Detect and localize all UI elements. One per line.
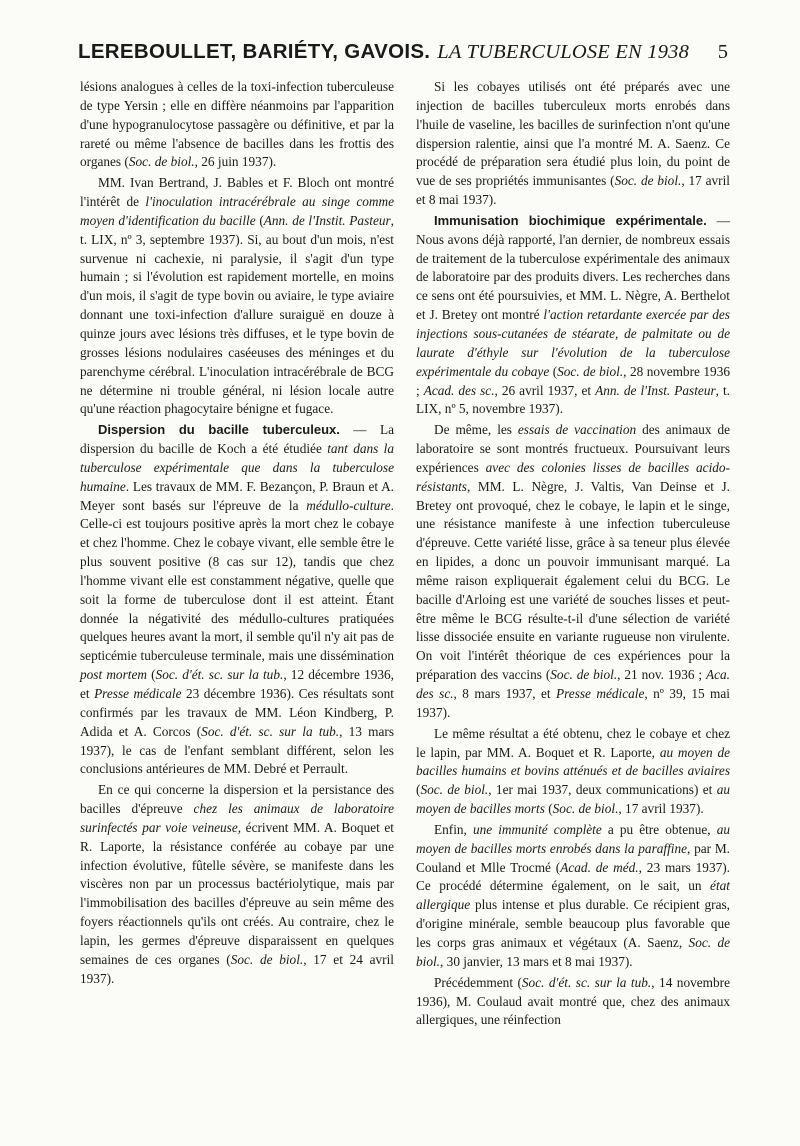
italic-text: Soc. de biol. <box>416 934 730 969</box>
body-text: MM. Ivan Bertrand, J. Bables et F. Bloch ont montré l'intérêt de <box>80 175 394 210</box>
body-text: ( <box>255 212 264 228</box>
italic-text: médullo-culture <box>306 497 391 513</box>
body-text: , 1er mai 1937, deux communications) et <box>488 782 717 798</box>
italic-text: Ann. de l'Instit. Pasteur <box>263 212 391 228</box>
page-number: 5 <box>717 41 728 63</box>
body-text: , 26 avril 1937, et <box>494 382 596 398</box>
running-header <box>78 40 728 64</box>
paragraph <box>416 212 730 419</box>
italic-text: Soc. d'ét. sc. sur la tub. <box>201 723 340 739</box>
body-text: , 17 avril et 8 mai 1937). <box>416 173 731 208</box>
body-text: , 12 décembre 1936, et <box>80 667 394 701</box>
italic-text: avec des colonies lisses de bacilles acido-résistants <box>416 459 731 494</box>
right-column <box>416 78 730 1030</box>
body-text: , t. LIX, nº 3, septembre 1937). Si, au bout d'un mois, n'est survenue ni cachexie, ni paralysie, il s'agit d'un type humain ; si l'évolution est rapidement mortelle, en moins d'un mois, il s'agit de type bovin ou aviaire, le type aviaire donnant une toxi-infection d'allure suraiguë en douze à quinze jours avec lésions très diffuses, et le type bovin de grosses lésions nodulaires caséeuses des méninges et du parenchyme cérébral. L'inoculation intracérébrale de BCG ne détermine ni trouble général, ni lésion locale autre qu'une réaction phagocytaire bénigne et fugace. <box>80 212 394 417</box>
italic-text: Aca. des sc. <box>416 667 730 701</box>
body-text: ( <box>146 667 156 683</box>
paragraph <box>416 821 730 972</box>
paragraph <box>80 78 394 172</box>
body-text: En ce qui concerne la dispersion et la persistance des bacilles d'épreuve <box>80 782 394 817</box>
body-text: a pu être obtenue, <box>601 821 717 837</box>
body-text: 23 décembre 1936). Ces résultats sont confirmés par les travaux de MM. Léon Kindberg, P. Adida et A. Corcos ( <box>80 686 395 739</box>
left-column <box>80 78 394 989</box>
body-text: . Les travaux de MM. F. Bezançon, P. Braun et A. Meyer sont basés sur l'épreuve de la <box>80 478 394 513</box>
paragraph <box>80 421 394 779</box>
paragraph <box>416 725 730 819</box>
body-text: , 21 nov. 1936 ; <box>617 667 706 683</box>
italic-text: Ann. de l'Inst. Pasteur <box>595 382 716 398</box>
body-text: Le même résultat a été obtenu, chez le cobaye et chez le lapin, par MM. A. Boquet et R. Laporte, <box>416 725 730 760</box>
italic-text: Soc. de biol. <box>552 801 619 817</box>
paragraph <box>80 174 394 419</box>
italic-text: Soc. de biol. <box>614 173 682 189</box>
italic-text: Presse médicale <box>94 686 182 701</box>
body-text: , 17 et 24 avril 1937). <box>80 951 394 986</box>
body-text: , 17 avril 1937). <box>618 801 704 817</box>
italic-text: Soc. de biol. <box>420 782 489 798</box>
italic-text: l'action retardante exercée par des injections sous-cutanées de stéarate, de palmitate ou de laurate d'éthyle sur l'évolution de la tuberculose expérimentale du cobaye <box>416 307 730 379</box>
italic-text: Soc. d'ét. sc. sur la tub. <box>521 974 652 990</box>
paragraph <box>416 78 730 210</box>
body-text: . Celle-ci est toujours positive après la mort chez le cobaye et chez l'homme. Chez le cobaye vivant, elle semble être le plus souvent positive (8 cas sur 12), tandis que chez l'homme vivant elle est constamment négative, quelle que soit la forme de tuberculose dont il est atteint. Étant donnée la négativité des médullo-cultures pratiquées quelques heures avant la mort, il semble qu'il n'y ait pas de septicémie tuberculeuse terminale, mais une dissémination <box>80 497 394 664</box>
body-text: , nº 39, 15 mai 1937). <box>416 686 730 720</box>
italic-text: essais de vaccination <box>517 422 637 438</box>
body-text: , écrivent MM. A. Boquet et R. Laporte, la résistance conférée au cobaye par une infection évolutive, fûtelle sévère, se manifeste dans les viscères non par un processus bactériolytique, mais par l'immobilisation des bacilles d'épreuve au sein même des foyers réactionnels qu'ils ont créés. Au contraire, chez le lapin, les germes d'épreuve disparaissent en quelques semaines de ces organes ( <box>80 819 394 967</box>
italic-text: l'inoculation intracérébrale au singe comme moyen d'identification du bacille <box>80 194 394 228</box>
italic-text: Soc. de biol. <box>550 667 618 683</box>
body-text: ( <box>544 801 553 817</box>
italic-text: état allergique <box>416 878 730 913</box>
header-title: LA TUBERCULOSE EN 1938 <box>437 41 690 63</box>
section-heading: Dispersion du bacille tuberculeux. <box>98 422 340 438</box>
italic-text: Acad. des sc. <box>423 382 495 398</box>
italic-text: post mortem <box>80 667 147 683</box>
italic-text: au moyen de bacilles morts <box>416 782 730 817</box>
body-text: De même, les <box>434 422 518 438</box>
body-text: , 13 mars 1937), le cas de l'enfant semblant différent, selon les conclusions antérieures de MM. Debré et Perrault. <box>80 723 394 777</box>
italic-text: Presse médicale <box>555 686 645 701</box>
body-text: lésions analogues à celles de la toxi-infection tuberculeuse de type Yersin ; elle en diffère néanmoins par l'apparition d'une hypogranulocytose passagère ou définitive, et par la rareté ou même l'absence de bacilles dans les frottis des organes ( <box>80 79 394 170</box>
body-text: , 28 novembre 1936 ; <box>416 363 730 398</box>
body-text: Enfin, <box>434 821 473 837</box>
italic-text: Soc. de biol. <box>557 363 624 379</box>
body-text: des animaux de laboratoire se sont montrés fructueux. Poursuivant leurs expériences <box>416 422 731 475</box>
paragraph <box>80 781 394 988</box>
body-text: , par M. Couland et Mlle Trocmé ( <box>416 840 730 875</box>
body-text: Si les cobayes utilisés ont été préparés avec une injection de bacilles tuberculeux morts enrobés dans l'huile de vaseline, les bacilles de surinfection n'ont qu'une dispersion ralentie, ainsi que l'a montré M. A. Saenz. Ce procédé de préparation sera étudié plus loin, du point de vue de ses propriétés immunisantes ( <box>416 79 730 189</box>
italic-text: tant dans la tuberculose expérimentale que dans la tuberculose humaine <box>80 441 394 494</box>
body-text: , MM. L. Nègre, J. Valtis, Van Deinse et J. Bretey ont provoqué, chez le cobaye, le lapin et le singe, une résistance manifeste à une infection tuberculeuse d'épreuve. Cette variété lisse, grâce à sa teneur plus élevée en lipides, a donc un pouvoir immunisant marqué. La même raison expliquerait également celui du BCG. Le bacille d'Arloing est une variété de souches lisses et peut-être même le BCG résulte-t-il d'une sélection de variété lisse dissociée ensuite en variante rugueuse non virulente. On voit l'intérêt théorique de ces expériences pour la préparation des vaccins ( <box>416 478 730 683</box>
italic-text: au moyen de bacilles humains et bovins atténués et de bacilles aviaires <box>416 744 731 779</box>
paragraph <box>416 421 730 723</box>
body-text: — Nous avons déjà rapporté, l'an dernier, de nombreux essais de traitement de la tuberculose expérimentale des animaux de laboratoire par des produits divers. Les recherches dans ce sens ont été poursuivies, et MM. L. Nègre, A. Berthelot et J. Bretey ont montré <box>416 212 731 323</box>
body-text: , t. LIX, nº 5, novembre 1937). <box>416 382 730 417</box>
body-text: Précédemment ( <box>434 974 522 990</box>
body-text: — La dispersion du bacille de Koch a été étudiée <box>80 422 394 457</box>
body-text: ( <box>416 782 421 798</box>
italic-text: une immunité complète <box>472 821 602 837</box>
body-text: , 8 mars 1937, et <box>453 686 556 701</box>
section-heading: Immunisation biochimique expérimentale. <box>434 212 707 228</box>
paragraph <box>416 974 730 1031</box>
italic-text: Acad. de méd. <box>560 859 639 875</box>
body-text: , 23 mars 1937). Ce procédé détermine également, on le sait, un <box>416 859 730 894</box>
body-text: , 30 janvier, 13 mars et 8 mai 1937). <box>440 953 633 969</box>
italic-text: Soc. d'ét. sc. sur la tub. <box>155 667 284 683</box>
italic-text: chez les animaux de laboratoire surinfectés par voie veineuse <box>80 801 394 835</box>
body-text: ( <box>549 363 558 379</box>
body-text: , 14 novembre 1936), M. Coulaud avait montré que, chez des animaux allergiques, une réinfection <box>416 974 730 1028</box>
italic-text: Soc. de biol. <box>230 951 304 967</box>
italic-text: au moyen de bacilles morts enrobés dans la paraffine <box>416 821 730 856</box>
header-authors: LEREBOULLET, BARIÉTY, GAVOIS. <box>78 40 431 63</box>
body-text: plus intense et plus durable. Ce récipient gras, d'origine minérale, semble beaucoup plus favorable que les corps gras animaux et végétaux (A. Saenz, <box>416 897 730 950</box>
body-text: , 26 juin 1937). <box>194 154 277 170</box>
italic-text: Soc. de biol. <box>128 154 195 170</box>
